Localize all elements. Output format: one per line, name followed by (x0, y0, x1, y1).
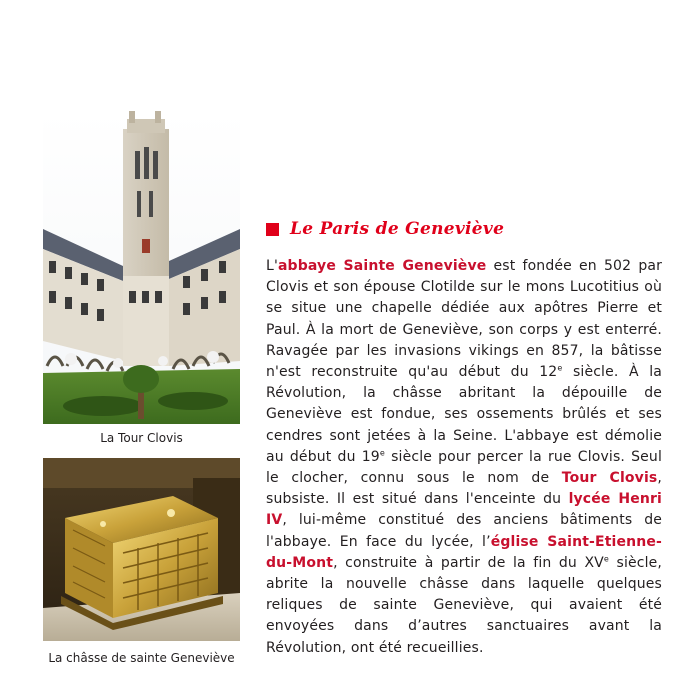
superscript: e (379, 448, 385, 458)
text-segment: , construite à partir de la fin du XV (333, 554, 604, 571)
text-segment: siècle. À la Révolution, la châsse abritant la dépouille de Geneviève est fondue, ses ossements brûlés et ses cendres sont jetées à la Seine. L'abbaye est démolie au début du 19 (266, 364, 662, 465)
text-segment: siècle pour percer la rue Clovis. Seul le clocher, connu sous le nom de (266, 448, 662, 487)
highlight-tour-clovis: Tour Clovis (561, 470, 658, 487)
tour-clovis-caption: La Tour Clovis (100, 431, 183, 445)
text-segment: siècle, abrite la nouvelle châsse dans laquelle quelques reliques de sainte Geneviève, qui avaient été envoyées dans d’autres sanctuaires avant la Révolution, ont été recueillies. (266, 554, 662, 656)
text-segment: , lui-même constitué des anciens bâtiments de l'abbaye. En face du lycée, l’ (266, 512, 662, 550)
text-segment: est fondée en 502 par Clovis et son épouse Clotilde sur le mons Lucotitius où se situe une chapelle dédiée aux apôtres Pierre et Paul. À la mort de Geneviève, son corps y est enterré. Ravagée par les invasions vikings en 857, la bâtisse n'est reconstruite qu'au début du 12 (266, 258, 662, 381)
highlight-eglise: église Saint-Etienne-du-Mont (266, 533, 662, 571)
superscript: e (603, 554, 609, 564)
superscript: e (557, 363, 563, 373)
reliquary-caption: La châsse de sainte Geneviève (48, 651, 235, 665)
article-text (266, 256, 662, 659)
reliquary-photo (43, 458, 240, 641)
heading-square-icon (266, 223, 279, 236)
tour-clovis-illustration (43, 111, 240, 424)
text-segment: L' (266, 258, 278, 274)
section-title: Le Paris de Geneviève (290, 219, 505, 239)
section-heading (266, 219, 504, 239)
text-segment: , subsiste. Il est situé dans l'enceinte du (266, 470, 662, 508)
tour-clovis-photo (43, 111, 240, 424)
highlight-lycee: lycée Henri IV (266, 491, 662, 529)
reliquary-illustration (43, 458, 240, 641)
highlight-abbaye: abbaye Sainte Geneviève (277, 258, 487, 274)
